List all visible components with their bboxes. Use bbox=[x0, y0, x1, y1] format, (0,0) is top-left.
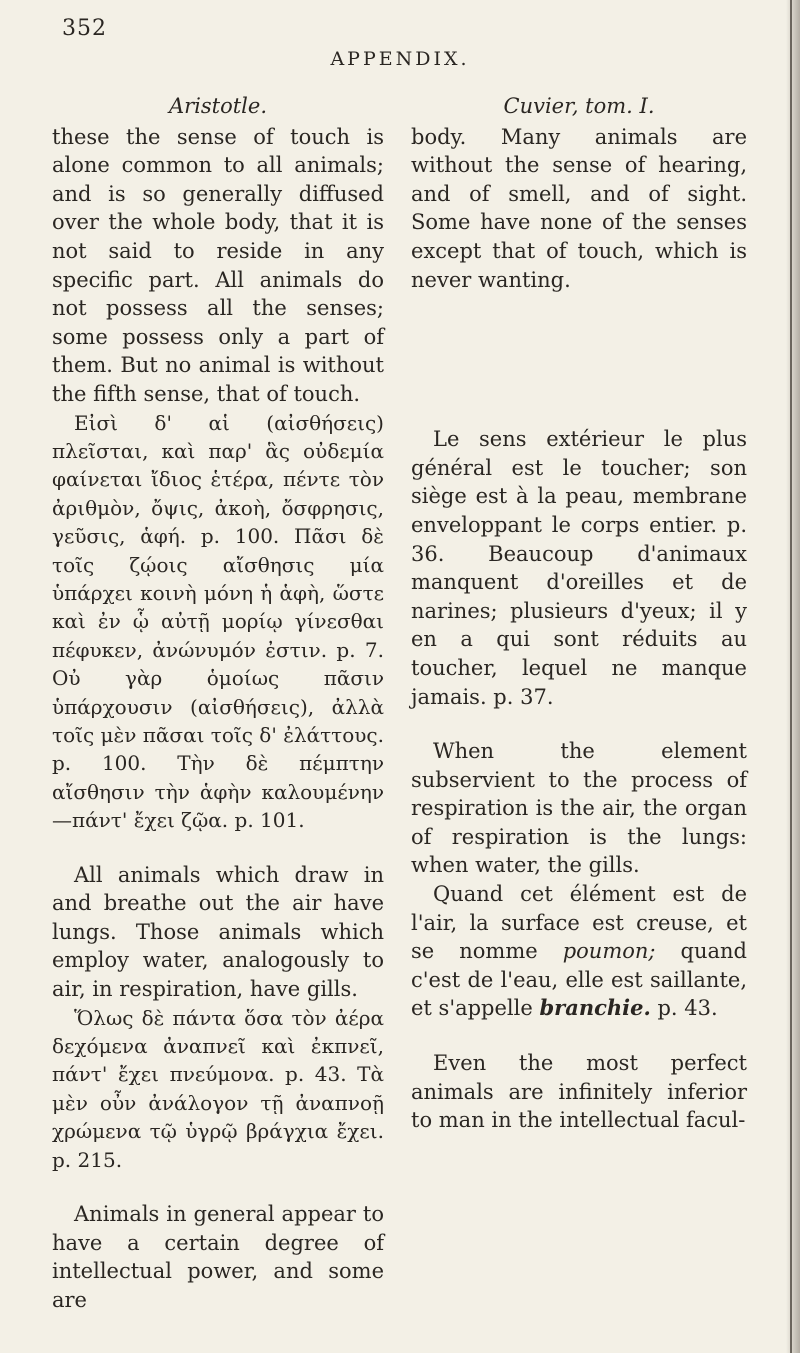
right-paragraph-intellect: Even the most perfect animals are infinitely inferior to man in the intellectual facul- bbox=[411, 1051, 747, 1133]
spacer bbox=[52, 1174, 384, 1200]
spacer bbox=[411, 1023, 747, 1049]
left-column-aristotle bbox=[52, 92, 384, 1314]
right-paragraph-senses: body. Many animals are without the sense of hearing, and of smell, and of sight. Some have none of the senses except that of touch, which is never wanting. bbox=[411, 124, 747, 292]
right-french-quote-senses: Le sens extérieur le plus général est le toucher; son siège est à la peau, membrane enveloppant le corps entier. p. 36. Beaucoup d'animaux manquent d'oreilles et de narines; plusieurs d'yeux; il y en a qui sont réduits au toucher, lequel ne manque jamais. p. 37. bbox=[411, 427, 747, 709]
right-column-title: Cuvier, tom. I. bbox=[503, 94, 655, 118]
french-term-poumon: poumon; bbox=[562, 939, 656, 964]
left-greek-quote-senses: Εἰσὶ δ' αἱ (αἰσθήσεις) πλεῖσται, καὶ παρ' ἃς οὐδεμία φαίνεται ἴδιος ἑτέρα, πέντε τὸν ἀριθμὸν, ὄψις, ἀκοὴ, ὄσφρησις, γεῦσις, ἁφή. p. 100. Πᾶσι δὲ τοῖς ζῴοις αἴσθησις μία ὑπάρχει κοινὴ μόνη ἡ ἁφὴ, ὥστε καὶ ἐν ᾧ αὐτῇ μορίῳ γίνεσθαι πέφυκεν, ἀνώνυμόν ἐστιν. p. 7. Οὐ γὰρ ὁμοίως πᾶσιν ὑπάρχουσιν (αἰσθήσεις), ἀλλὰ τοῖς μὲν πᾶσαι τοῖς δ' ἐλάττους. p. 100. Τὴν δὲ πέμπτην αἴσθησιν τὴν ἁφὴν καλουμένην—πάντ' ἔχει ζῷα. p. 101. bbox=[52, 410, 384, 833]
right-column-cuvier bbox=[411, 92, 747, 1135]
spacer bbox=[411, 711, 747, 737]
running-head: APPENDIX. bbox=[330, 48, 470, 70]
right-paragraph-respiration: When the element subservient to the process of respiration is the air, the organ of respiration is the lungs: when water, the gills. bbox=[411, 739, 747, 878]
left-paragraph-respiration: All animals which draw in and breathe out the air have lungs. Those animals which employ water, analogously to air, in respiration, have gills. bbox=[52, 862, 384, 1001]
french-text: quand c'est de l'eau, elle est saillante, et s'appelle bbox=[411, 939, 747, 1021]
page-edge-shadow bbox=[786, 0, 800, 1353]
french-term-branchie: branchie. bbox=[539, 995, 651, 1021]
spacer bbox=[411, 294, 747, 425]
left-paragraph-intellect: Animals in general appear to have a certain degree of intellectual power, and some are bbox=[52, 1202, 384, 1312]
right-french-quote-respiration bbox=[411, 880, 747, 1023]
page-number: 352 bbox=[62, 16, 107, 41]
french-page-ref: p. 43. bbox=[650, 996, 718, 1021]
left-column-title: Aristotle. bbox=[168, 94, 268, 118]
left-greek-quote-respiration: Ὅλως δὲ πάντα ὅσα τὸν ἀέρα δεχόμενα ἀναπνεῖ καὶ ἐκπνεῖ, πάντ' ἔχει πνεύμονα. p. 43. Τὰ μὲν οὖν ἀνάλογον τῇ ἀναπνοῇ χρώμενα τῷ ὑγρῷ βράγχια ἔχει. p. 215. bbox=[52, 1005, 384, 1172]
page-edge-line bbox=[790, 0, 792, 1353]
left-paragraph-senses: these the sense of touch is alone common to all animals; and is so generally diffused over the whole body, that it is not said to reside in any specific part. All animals do not possess all the senses; some possess only a part of them. But no animal is without the fifth sense, that of touch. bbox=[52, 124, 384, 406]
french-text: Quand cet élément est de l'air, la surface est creuse, et se nomme bbox=[411, 882, 747, 964]
spacer bbox=[52, 835, 384, 861]
